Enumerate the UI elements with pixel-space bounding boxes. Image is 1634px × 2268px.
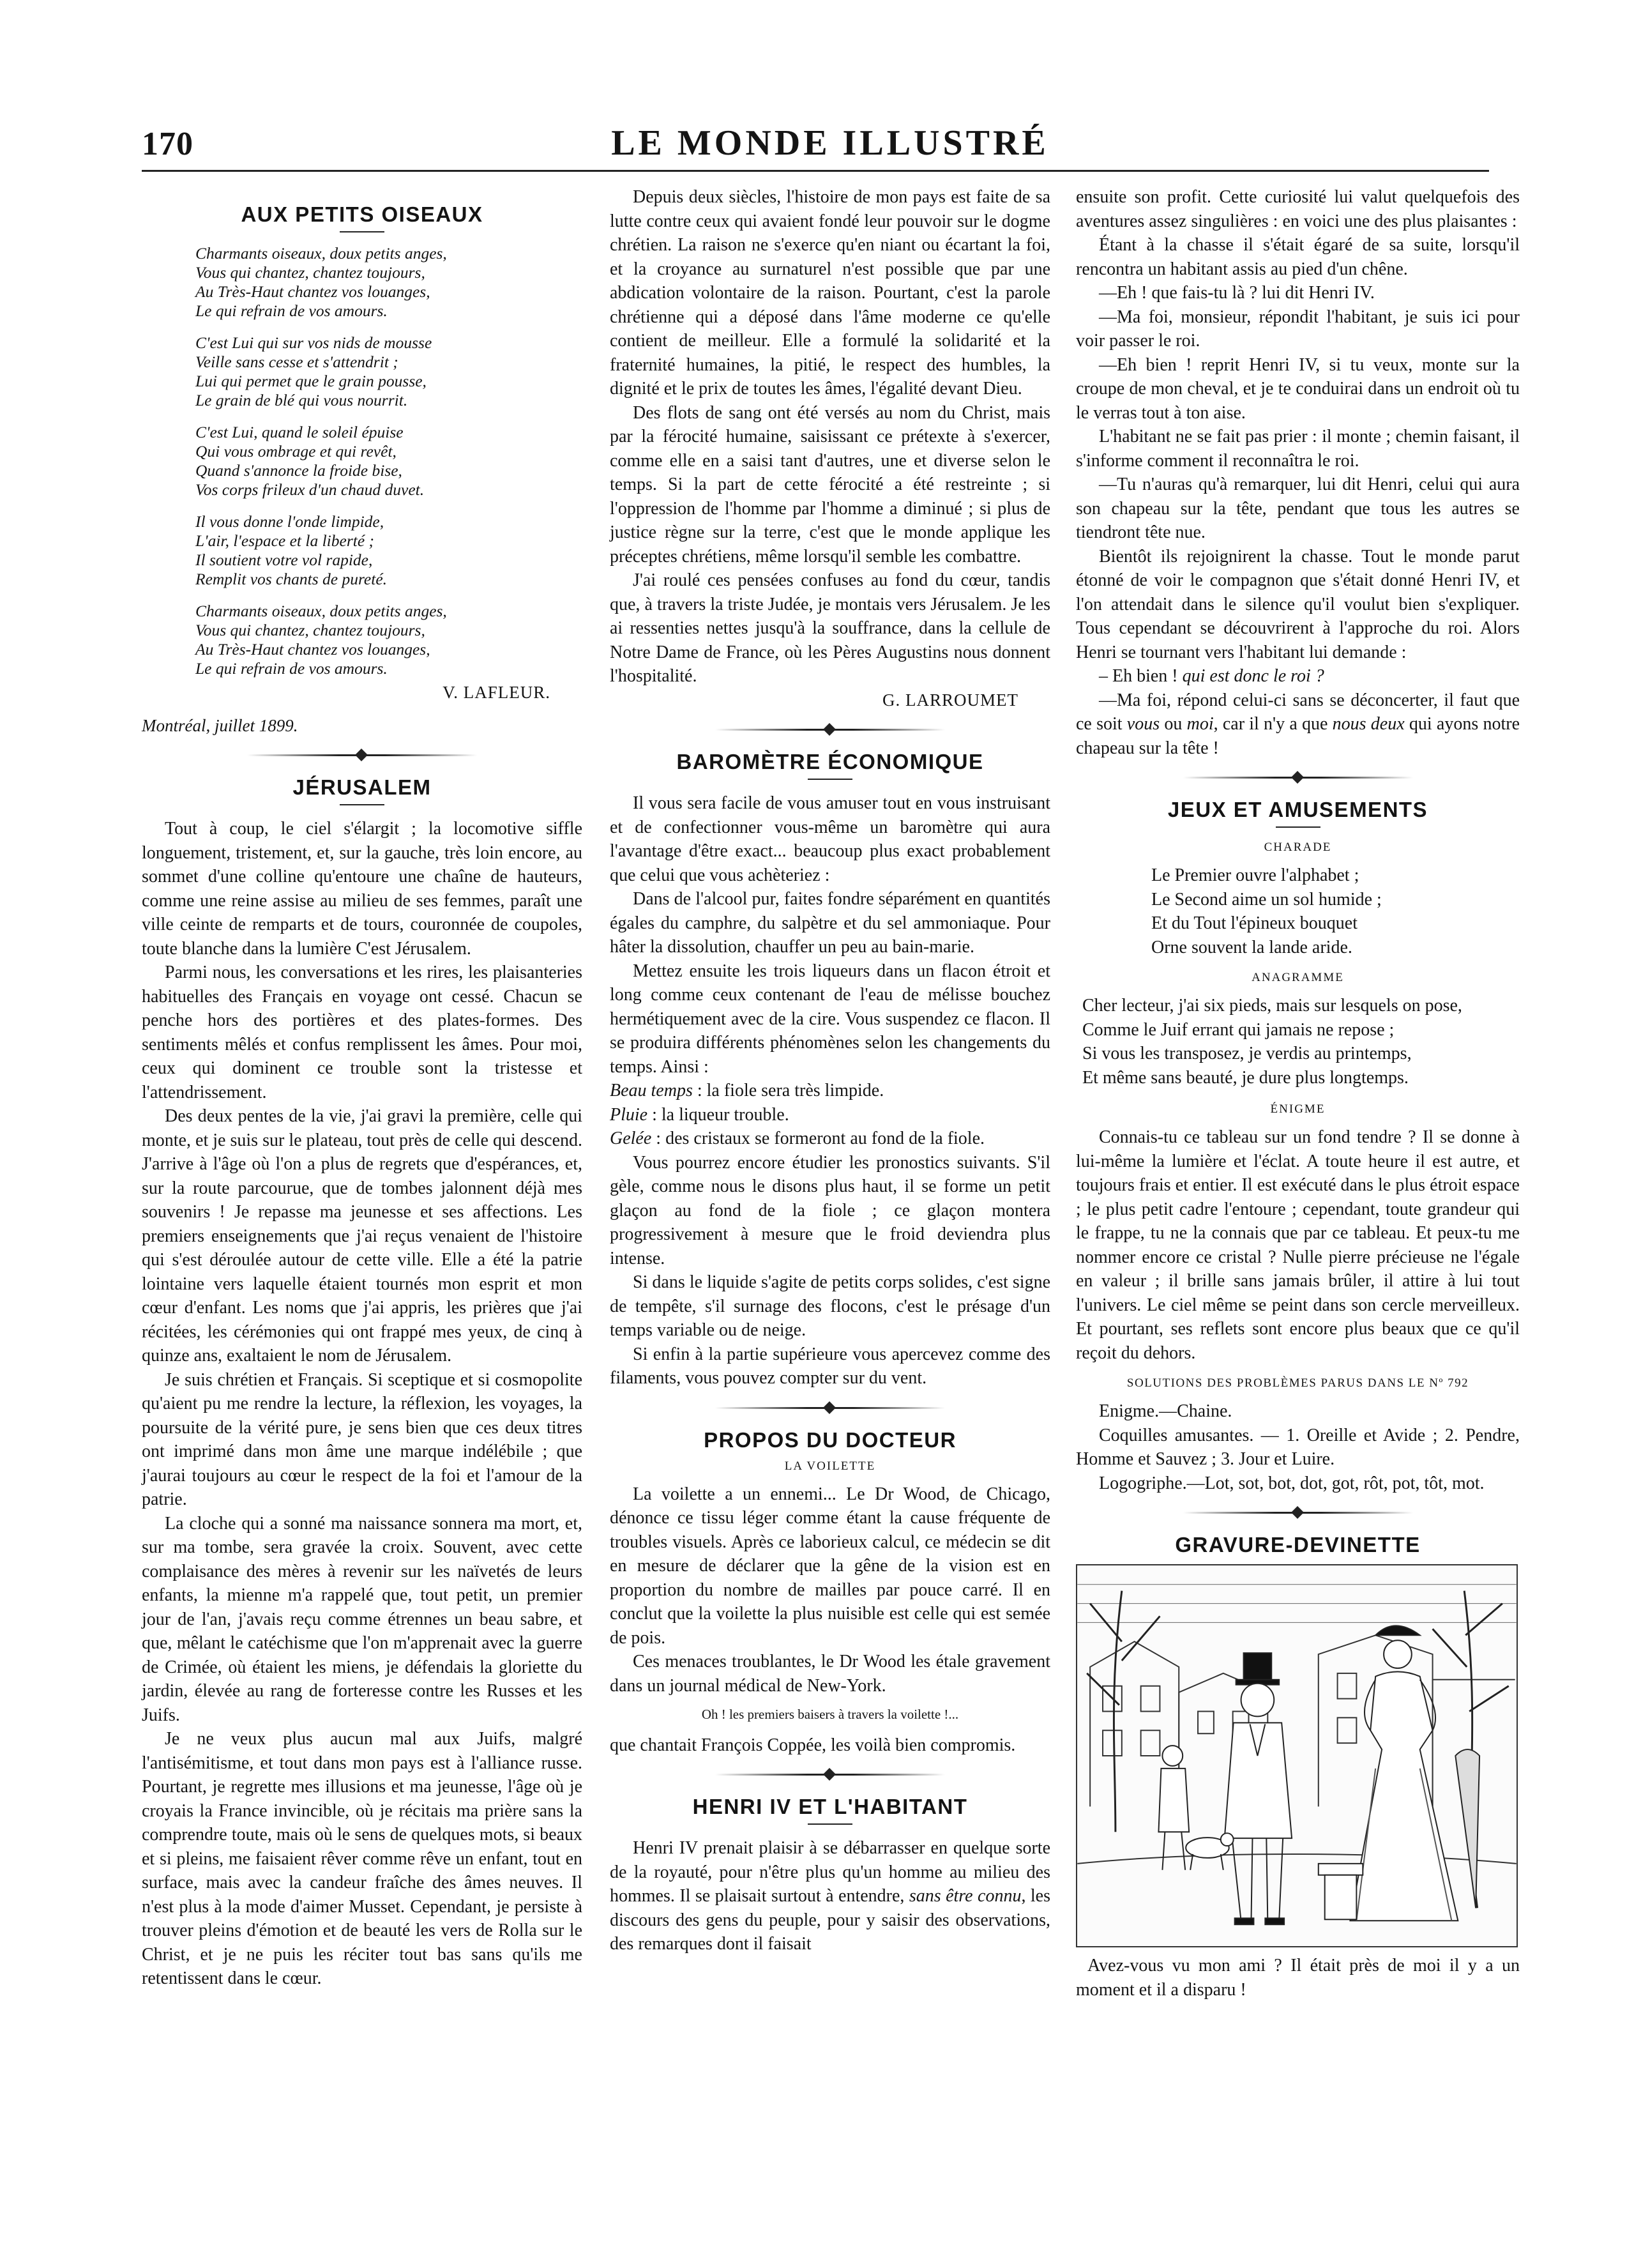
column-2 <box>610 185 1050 1956</box>
weather-gelee: Gelée : des cristaux se formeront au fond de la fiole. <box>610 1129 985 1148</box>
section-separator <box>715 1399 945 1416</box>
coppee-quote: Oh ! les premiers baisers à travers la voilette !... <box>701 1707 959 1722</box>
henri-paragraph: —Eh bien ! reprit Henri IV, si tu veux, monte sur la croupe de mon cheval, et je te conduirai dans un endroit où tu le verras tout à ton aise. <box>1076 354 1520 423</box>
henri-paragraph: —Tu n'auras qu'à remarquer, lui dit Henri, celui qui aura son chapeau sur la tête, pendant que tous les autres se tiendront tête nue. <box>1076 475 1520 542</box>
jerusalem-paragraph: La cloche qui a sonné ma naissance sonnera ma mort, et, sur ma tombe, sera gravée la croix. Souvent, avec cette complaisance des mères à revenir sur les naïvetés de leurs enfants, la mienne m'a rappelé que, tout petit, un premier jour de l'an, j'avais reçu comme étrennes un beau sabre, et que, mêlant le catéchisme que l'on m'apprenait avec la guerre de Crimée, où étaient les miens, je défendais la gloriette du jardin, élevée au rang de forteresse contre les Russes et les Juifs. <box>142 1513 582 1725</box>
engraving-illustration <box>1076 1564 1518 1947</box>
title-rule <box>1276 826 1320 828</box>
section-separator <box>715 1766 945 1783</box>
henri-paragraph: Bientôt ils rejoignirent la chasse. Tout le monde parut étonné de voir le compagnon que s'était donné Henri IV, et l'on attendait dans le silence qu'il voulut bien s'expliquer. Tous cependant se découvrirent à l'approche du roi. Alors Henri se tournant vers l'habitant lui demande : <box>1076 546 1520 662</box>
title-rule <box>340 231 384 232</box>
propos-title: PROPOS DU DOCTEUR <box>704 1427 957 1452</box>
jeux-title: JEUX ET AMUSEMENTS <box>1167 798 1428 821</box>
jerusalem-paragraph: Depuis deux siècles, l'histoire de mon pays est faite de sa lutte contre ceux qui avaient fondé leur pouvoir sur le dogme chrétien. La raison ne s'exerce qu'en niant ou écartant la foi, et la croyance au surnaturel n'est possible que par une abdication volontaire de la raison. Pourtant, c'est la parole chrétienne qui a déposé dans l'âme moderne ce qu'elle contient de meilleur. Elle a formulé la solidarité et la fraternité humaines, la pitié, le respect des humbles, la dignité et le prix de toutes les âmes, l'égalité devant Dieu. <box>610 187 1050 399</box>
anagramme-verse: Cher lecteur, j'ai six pieds, mais sur lesquels on pose, Comme le Juif errant qui jamais ne repose ; Si vous les transposez, je verdis au printemps, Et même sans beauté, je dure plus longtemps. <box>1082 996 1462 1088</box>
barometre-paragraph: Il vous sera facile de vous amuser tout en vous instruisant et de confectionner vous-même un baromètre qui aura l'avantage d'être exact... beaucoup plus exact probablement que celui que vous achèteriez : <box>610 793 1050 885</box>
poem-stanza-5: Charmants oiseaux, doux petits anges, Vous qui chantez, chantez toujours, Au Très-Haut chantez vos louanges, Le qui refrain de vos amours. <box>195 602 447 678</box>
charade-verse: Le Premier ouvre l'alphabet ; Le Second aime un sol humide ; Et du Tout l'épineux bouquet Orne souvent la lande aride. <box>1151 865 1382 957</box>
column-3 <box>1076 185 1520 2002</box>
enigme-text: Connais-tu ce tableau sur un fond tendre ? Il se donne à lui-même la lumière et l'éclat. A toute heure il est autre, et toujours frais et entier. Il est exécuté dans le plus étroit espace ; le plus petit cadre l'entoure ; cependant, toute grandeur qui le frappe, tu ne la connais que par ce tableau. Et peux-tu me nommer encore ce cristal ? Nulle pierre précieuse ne l'égale en valeur ; il brille sans jamais brûler, il attire à lui tout l'univers. Le ciel même se peint dans son cercle merveilleux. Et pourtant, ses reflets sont encore plus beaux que ce qu'il reçoit du dehors. <box>1076 1127 1520 1363</box>
propos-subtitle: LA VOILETTE <box>784 1459 876 1473</box>
barometre-paragraph: Si enfin à la partie supérieure vous apercevez comme des filaments, vous pouvez compter sur du vent. <box>610 1344 1050 1388</box>
page-number: 170 <box>142 126 193 162</box>
henri-paragraph: —Ma foi, monsieur, répondit l'habitant, je suis ici pour voir passer le roi. <box>1076 307 1520 351</box>
enigme-label: ÉNIGME <box>1270 1102 1326 1116</box>
henri-paragraph: – Eh bien ! qui est donc le roi ? <box>1099 666 1324 686</box>
title-rule <box>808 779 852 780</box>
solution-line: Logogriphe.—Lot, sot, bot, dot, got, rôt, pot, tôt, mot. <box>1099 1473 1485 1493</box>
charade-label: CHARADE <box>1264 841 1332 854</box>
barometre-paragraph: Mettez ensuite les trois liqueurs dans un flacon étroit et long comme ceux contenant de l'eau de mélisse bouchez hermétiquement avec de la cire. Vous suspendez ce flacon. Il se produira différents phénomènes selon les changements du temps. Ainsi : <box>610 961 1050 1077</box>
section-separator <box>1183 769 1413 786</box>
barometre-paragraph: Si dans le liquide s'agite de petits corps solides, c'est signe de tempête, s'il surnage des flocons, c'est le présage d'un temps variable ou de neige. <box>610 1272 1050 1340</box>
anagramme-label: ANAGRAMME <box>1252 971 1344 984</box>
henri-paragraph: —Ma foi, répond celui-ci sans se déconcerter, il faut que ce soit vous ou moi, car il n'y a que nous deux qui ayons notre chapeau sur la tête ! <box>1076 690 1520 758</box>
weather-beau-temps: Beau temps : la fiole sera très limpide. <box>610 1081 884 1100</box>
masthead-title: LE MONDE ILLUSTRÉ <box>611 123 1049 163</box>
henri-title: HENRI IV ET L'HABITANT <box>692 1795 968 1818</box>
henri-paragraph: Henri IV prenait plaisir à se débarrasser en quelque sorte de la royauté, pour n'être plus qu'un homme au milieu des hommes. Il se plaisait surtout à entendre, sans être connu, les discours des gens du peuple, pour y saisir des observations, des remarques dont il faisait <box>610 1838 1050 1954</box>
poem-stanza-1: Charmants oiseaux, doux petits anges, Vous qui chantez, chantez toujours, Au Très-Haut chantez vos louanges, Le qui refrain de vos amours. <box>195 244 447 320</box>
solution-line: Enigme.—Chaine. <box>1099 1401 1232 1421</box>
column-1 <box>142 185 582 1991</box>
jerusalem-paragraph: J'ai roulé ces pensées confuses au fond du cœur, tandis que, à travers la triste Judée, je montais vers Jérusalem. Je les ai ressenties nettes jusqu'à la souffrance, dans la cellule de Notre Dame de France, où les Pères Augustins nous donnent l'hospitalité. <box>610 570 1050 686</box>
poem-stanza-4: Il vous donne l'onde limpide, L'air, l'espace et la liberté ; Il soutient votre vol rapide, Remplit vos chants de pureté. <box>195 512 388 588</box>
title-rule <box>808 1823 852 1825</box>
poem-dateline: Montréal, juillet 1899. <box>142 715 298 735</box>
title-rule <box>340 804 384 805</box>
weather-pluie: Pluie : la liqueur trouble. <box>610 1104 789 1125</box>
barometre-title: BAROMÈTRE ÉCONOMIQUE <box>676 750 984 773</box>
barometre-paragraph: Vous pourrez encore étudier les pronostics suivants. S'il gèle, comme nous le disons plus haut, il se forme un petit glaçon au fond de la fiole ; ce glaçon montera progressivement à mesure que le froid deviendra plus intense. <box>610 1152 1050 1268</box>
jerusalem-title: JÉRUSALEM <box>292 775 432 799</box>
jerusalem-paragraph: Je ne veux plus aucun mal aux Juifs, malgré l'antisémitisme, et tout dans mon pays est à l'alliance russe. Pourtant, je regrette mes illusions et ma jeunesse, l'âge où je croyais la France invincible, où je récitais ma prière sans la comprendre toute, mais où le sens de quelques mots, si beaux et si pleins, me faisaient rêver comme rêve un enfant, tout en surface, mais avec la candeur fraîche des âmes neuves. Il n'est plus à la mode d'aimer Musset. Cependant, je persiste à trouver pleins d'émotion et de beauté les vers de Rolla sur le Christ, et je ne puis les réciter tout bas sans qu'ils me retentissent dans le cœur. <box>142 1729 582 1988</box>
poem-signature: V. LAFLEUR. <box>443 683 550 702</box>
jerusalem-signature: G. LARROUMET <box>882 690 1018 710</box>
header-rule <box>142 170 1489 172</box>
puzzle-engraving <box>1077 1565 1517 1946</box>
henri-paragraph: —Eh ! que fais-tu là ? lui dit Henri IV. <box>1099 283 1375 303</box>
poem-title: AUX PETITS OISEAUX <box>241 202 483 226</box>
propos-paragraph: La voilette a un ennemi... Le Dr Wood, de Chicago, dénonce ce tissu léger comme étant la cause fréquente de troubles visuels. Après ce laborieux calcul, ce médecin se dit en mesure de déclarer que la gêne de la vision est en proportion du nombre de mailles par pouce carré. Il en conclut que la voilette la plus nuisible est celle qui est semée de pois. <box>610 1484 1050 1648</box>
section-separator <box>715 721 945 738</box>
barometre-paragraph: Dans de l'alcool pur, faites fondre séparément en quantités égales du camphre, du salpètre et du sel ammoniaque. Pour hâter la dissolution, chauffer un peu au bain-marie. <box>610 889 1050 957</box>
henri-paragraph: ensuite son profit. Cette curiosité lui valut quelquefois des aventures assez singulières : en voici une des plus plaisantes : <box>1076 187 1520 231</box>
solution-line: Coquilles amusantes. — 1. Oreille et Avide ; 2. Pendre, Homme et Sauvez ; 3. Jour et Luire. <box>1076 1425 1520 1469</box>
jerusalem-paragraph: Tout à coup, le ciel s'élargit ; la locomotive siffle longuement, tristement, et, sur la gauche, très loin encore, au sommet d'une colline qu'entoure une chaîne de hauteurs, comme une reine assise au milieu de ses femmes, paraît une ville ceinte de remparts et de tours, couronnée de coupoles, toute blanche dans la lumière C'est Jérusalem. <box>142 819 582 959</box>
poem-stanza-3: C'est Lui, quand le soleil épuise Qui vous ombrage et qui revêt, Quand s'annonce la froide bise, Vos corps frileux d'un chaud duvet. <box>195 423 425 499</box>
henri-paragraph: Étant à la chasse il s'était égaré de sa suite, lorsqu'il rencontra un habitant assis au pied d'un chêne. <box>1076 235 1520 279</box>
propos-paragraph: que chantait François Coppée, les voilà bien compromis. <box>610 1735 1016 1755</box>
jerusalem-paragraph: Je suis chrétien et Français. Si sceptique et si cosmopolite qu'aient pu me rendre la lecture, la réflexion, les voyages, la poursuite de la vérité pure, je sens bien que ces deux titres ont imprimé dans mon âme une marque indélébile ; que j'aurai toujours au cœur le respect de la foi et l'amour de la patrie. <box>142 1369 582 1509</box>
poem-stanza-2: C'est Lui qui sur vos nids de mousse Veille sans cesse et s'attendrit ; Lui qui permet que le grain pousse, Le grain de blé qui vous nourrit. <box>195 333 432 409</box>
jerusalem-paragraph: Parmi nous, les conversations et les rires, les plaisanteries habituelles des Français en voyage ont cessé. Chacun se penche hors des portières et des plates-formes. Des sentiments mêlés et confus remplissent les âmes. Pour moi, ceux qui dominent ce trouble sont la tristesse et l'attendrissement. <box>142 963 582 1102</box>
henri-paragraph: L'habitant ne se fait pas prier : il monte ; chemin faisant, il s'informe comment il reconnaîtra le roi. <box>1076 427 1520 471</box>
jerusalem-paragraph: Des flots de sang ont été versés au nom du Christ, mais par la férocité humaine, saisissant ce prétexte à s'exercer, comme elle en a saisi tant d'autres, une et diverse selon le temps. Si la part de cette férocité a été restreinte ; si l'oppression de l'homme par l'homme a diminué ; si plus de justice règne sur la terre, c'est que le monde applique les préceptes chrétiens, même lorsqu'il semble les combattre. <box>610 402 1050 567</box>
jerusalem-paragraph: Des deux pentes de la vie, j'ai gravi la première, celle qui monte, et je suis sur le plateau, tout près de celle qui descend. J'arrive à l'âge où l'on a plus de regrets que d'espérances, et, sur la route parcourue, que de tombes jalonnent déjà mes souvenirs ! Je repasse ma jeunesse et ses affections. Les premiers enseignements que j'ai reçus venaient de l'histoire qui s'est déroulée autour de cette ville. Elle a été la patrie lointaine vers laquelle étaient tournés mon esprit et mon cœur d'enfant. Les noms que j'ai appris, les prières que j'ai récitées, les cérémonies qui ont frappé mes yeux, de cinq à quinze ans, exaltaient le nom de Jérusalem. <box>142 1106 582 1366</box>
gravure-title: GRAVURE-DEVINETTE <box>1175 1533 1421 1556</box>
solutions-label: SOLUTIONS DES PROBLÈMES PARUS DANS LE Nº 792 <box>1126 1376 1469 1390</box>
section-separator <box>247 747 477 763</box>
propos-paragraph: Ces menaces troublantes, le Dr Wood les étale gravement dans un journal médical de New-York. <box>610 1652 1050 1696</box>
gravure-caption: Avez-vous vu mon ami ? Il était près de moi il y a un moment et il a disparu ! <box>1076 1956 1520 2000</box>
section-separator <box>1183 1504 1413 1521</box>
